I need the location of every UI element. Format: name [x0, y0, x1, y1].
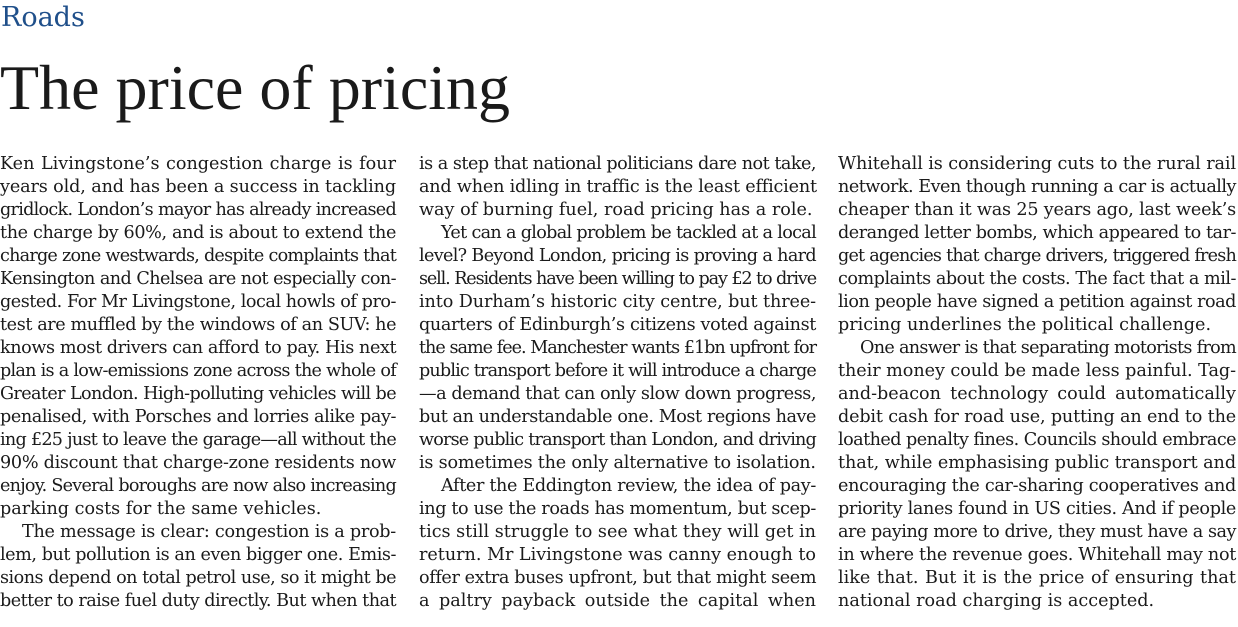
article-text-line: network. Even though running a car is actually — [838, 177, 1236, 197]
article-text-line: sell. Residents have been willing to pay £2 to drive — [419, 269, 816, 289]
article-text-line: pricing underlines the political challenge. — [838, 315, 1212, 335]
article-text-line: worse public transport than London, and driving — [419, 430, 816, 450]
article-text-line: and when idling in traffic is the least efficient — [419, 177, 817, 197]
article-text-line: into Durham’s historic city centre, but three- — [419, 292, 816, 312]
article-text-line: gridlock. London’s mayor has already increased — [0, 200, 396, 220]
article-text-line: gested. For Mr Livingstone, local howls of pro- — [0, 292, 396, 312]
article-text-line: charge zone westwards, despite complaints that — [0, 246, 396, 266]
article-text-line: are paying more to drive, they must have a say — [838, 522, 1236, 542]
article-text-line: parking costs for the same vehicles. — [0, 499, 322, 519]
article-text-line: Greater London. High-polluting vehicles will be — [0, 384, 396, 404]
article-text-line: After the Eddington review, the idea of pay- — [441, 476, 816, 496]
article-text-line: is a step that national politicians dare not take, — [419, 154, 816, 174]
section-label: Roads — [1, 2, 85, 33]
article-text-line: enjoy. Several boroughs are now also increasing — [0, 476, 396, 496]
article-text-line: sions depend on total petrol use, so it might be — [0, 568, 396, 588]
article-text-line: The message is clear: congestion is a prob- — [22, 522, 396, 542]
article-text-line: is sometimes the only alternative to isolation. — [419, 453, 816, 473]
article-text-line: Yet can a global problem be tackled at a local — [441, 223, 816, 243]
article-text-line: deranged letter bombs, which appeared to tar- — [838, 223, 1236, 243]
article-text-line: like that. But it is the price of ensuring that — [838, 568, 1236, 588]
article-text-line: but an understandable one. Most regions have — [419, 407, 816, 427]
article-text-line: knows most drivers can afford to pay. His next — [0, 338, 397, 358]
article-text-line: tics still struggle to see what they will get in — [419, 522, 816, 542]
article-text-line: the same fee. Manchester wants £1bn upfront for — [419, 338, 816, 358]
article-text-line: plan is a low-emissions zone across the whole of — [0, 361, 396, 381]
article-text-line: One answer is that separating motorists from — [860, 338, 1236, 358]
article-text-line: get agencies that charge drivers, triggered fresh — [838, 246, 1236, 266]
article-text-line: test are muffled by the windows of an SUV: he — [0, 315, 397, 335]
article-text-line: lion people have signed a petition against road — [838, 292, 1236, 312]
article-text-line: —a demand that can only slow down progress, — [419, 384, 816, 404]
article-text-line: cheaper than it was 25 years ago, last week’s — [838, 200, 1236, 220]
article-text-line: years old, and has been a success in tackling — [0, 177, 396, 197]
article-text-line: loathed penalty fines. Councils should embrace — [838, 430, 1236, 450]
article-text-line: complaints about the costs. The fact that a mil- — [838, 269, 1236, 289]
article-text-line: and-beacon technology could automatically — [838, 384, 1236, 404]
article-text-line: offer extra buses upfront, but that might seem — [419, 568, 817, 588]
article-text-line: level? Beyond London, pricing is proving a hard — [419, 246, 816, 266]
article-text-line: lem, but pollution is an even bigger one. Emis- — [0, 545, 396, 565]
article-column-3 — [838, 153, 1236, 613]
article-text-line: that, while emphasising public transport and — [838, 453, 1236, 473]
article-text-line: Kensington and Chelsea are not especially con- — [0, 269, 396, 289]
article-text-line: penalised, with Porsches and lorries alike pay- — [0, 407, 396, 427]
article-text-line: better to raise fuel duty directly. But when that — [0, 591, 396, 611]
article-text-line: encouraging the car-sharing cooperatives and — [838, 476, 1236, 496]
article-column-1 — [0, 153, 396, 613]
article-text-line: Whitehall is considering cuts to the rural rail — [838, 154, 1236, 174]
article-text-line: 90% discount that charge-zone residents now — [0, 453, 396, 473]
article-text-line: Ken Livingstone’s congestion charge is four — [0, 154, 396, 174]
article-headline: The price of pricing — [0, 52, 510, 123]
article-text-line: in where the revenue goes. Whitehall may not — [838, 545, 1236, 565]
article-text-line: priority lanes found in US cities. And if people — [838, 499, 1236, 519]
article-text-line: ing to use the roads has momentum, but scep- — [419, 499, 816, 519]
article-text-line: public transport before it will introduce a charge — [419, 361, 816, 381]
article-text-line: a paltry payback outside the capital when — [419, 591, 816, 611]
article-text-line: ing £25 just to leave the garage—all without the — [0, 430, 396, 450]
article-text-line: debit cash for road use, putting an end to the — [838, 407, 1236, 427]
article-text-line: the charge by 60%, and is about to extend the — [0, 223, 396, 243]
article-text-line: way of burning fuel, road pricing has a role. — [419, 200, 813, 220]
article-text-line: quarters of Edinburgh’s citizens voted against — [419, 315, 816, 335]
article-text-line: their money could be made less painful. Tag- — [838, 361, 1236, 381]
article-column-2 — [419, 153, 816, 613]
article-text-line: national road charging is accepted. — [838, 591, 1155, 611]
article-text-line: return. Mr Livingstone was canny enough to — [419, 545, 816, 565]
